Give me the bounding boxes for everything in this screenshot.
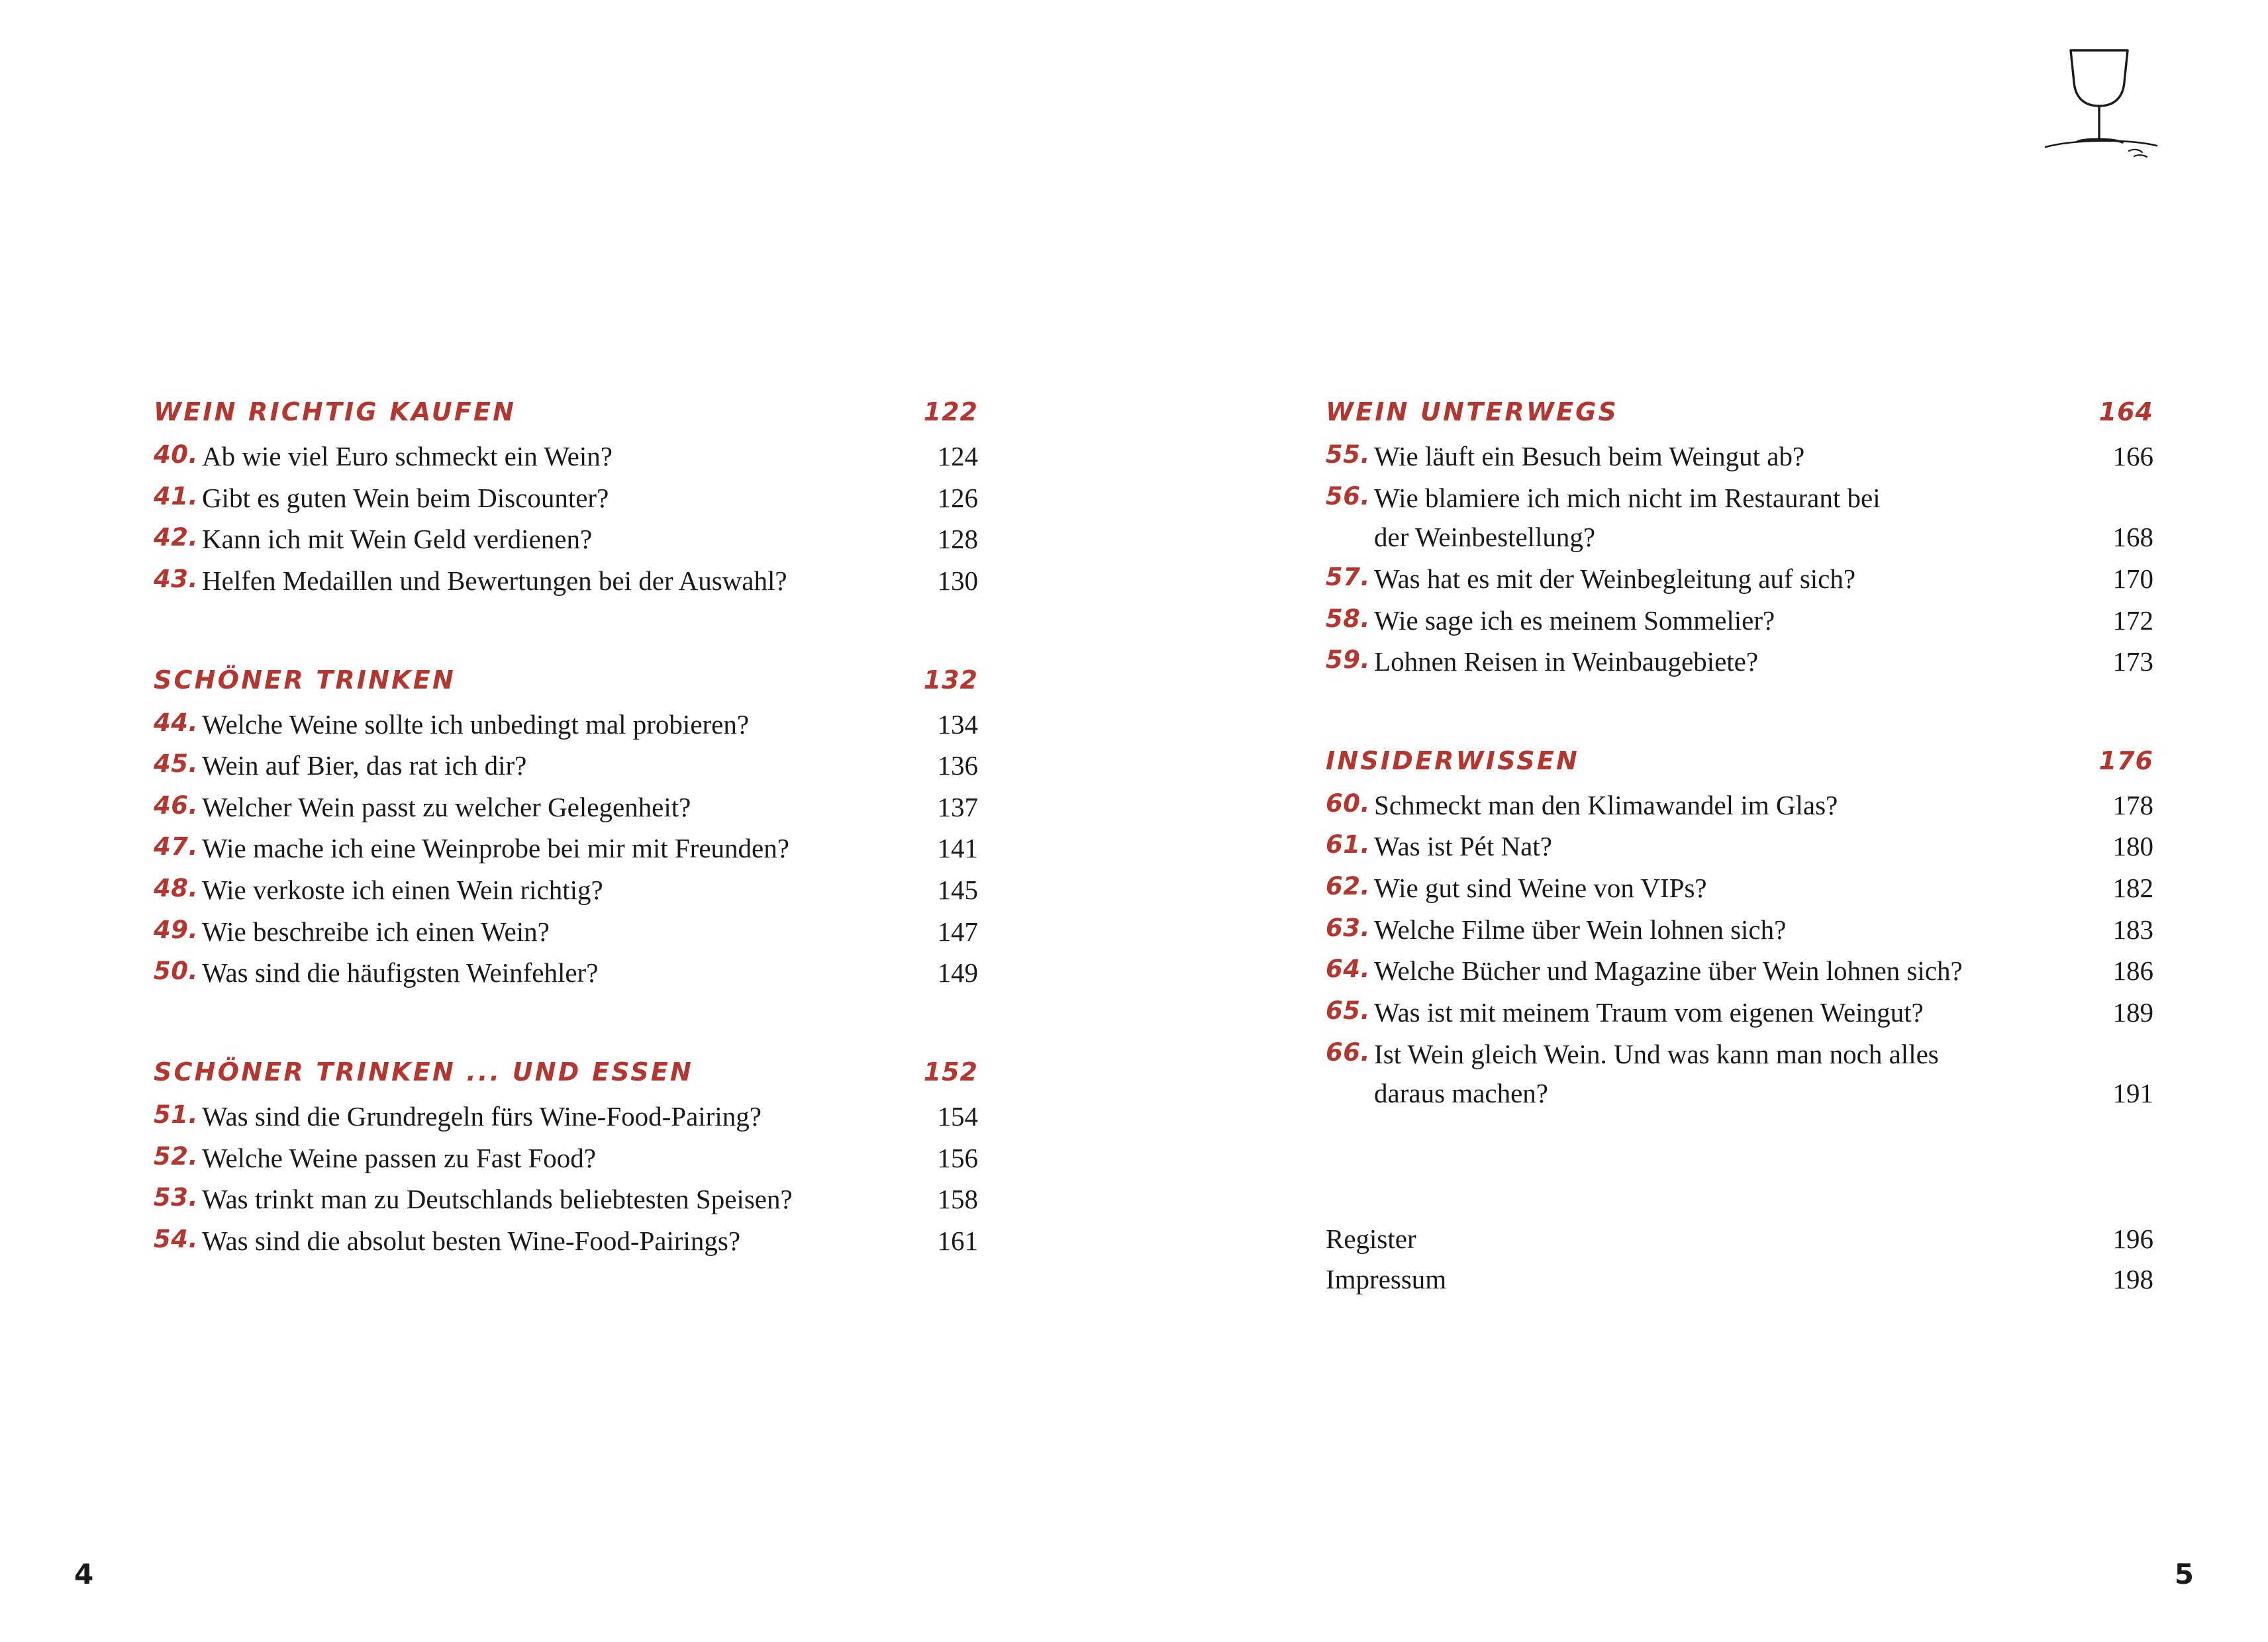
entry-title: Welche Weine sollte ich unbedingt mal probieren? [202, 708, 750, 740]
entry-page: 124 [937, 441, 978, 471]
entry-number: 65. [1326, 996, 1371, 1025]
entry-number: 45. [154, 749, 199, 779]
entry-number: 46. [154, 791, 199, 820]
toc-entry[interactable] [1326, 910, 2153, 949]
entry-title: Was sind die Grundregeln fürs Wine-Food-Pairing? [202, 1100, 762, 1132]
entry-title: Was sind die häufigsten Weinfehler? [202, 957, 599, 989]
entry-number: 49. [154, 915, 199, 944]
backmatter-page: 196 [2112, 1223, 2153, 1254]
entry-title: Lohnen Reisen in Weinbaugebiete? [1374, 646, 1759, 677]
section-page: 132 [923, 665, 978, 695]
entry-page: 182 [2112, 873, 2153, 903]
toc-entry[interactable] [1326, 437, 2153, 476]
entry-title: Helfen Medaillen und Bewertungen bei der Auswahl? [202, 565, 787, 596]
entry-page: 156 [937, 1142, 978, 1173]
entry-title: Wie beschreibe ich einen Wein? [202, 916, 550, 947]
entry-title: Gibt es guten Wein beim Discounter? [202, 482, 609, 513]
backmatter-title: Register [1326, 1223, 1416, 1254]
entry-number: 63. [1326, 913, 1371, 942]
entry-title: Wein auf Bier, das rat ich dir? [202, 750, 527, 781]
entry-number: 64. [1326, 955, 1371, 984]
entry-title-line2: daraus machen? [1374, 1078, 1548, 1109]
toc-entry[interactable] [1326, 559, 2153, 599]
entry-page: 145 [937, 875, 978, 905]
toc-entry[interactable] [154, 871, 978, 910]
section-heading[interactable] [154, 1057, 978, 1087]
entry-title: Was hat es mit der Weinbegleitung auf sich? [1374, 563, 1856, 594]
toc-entry[interactable] [154, 829, 978, 868]
entry-page: 158 [937, 1184, 978, 1215]
entry-number: 58. [1326, 604, 1371, 633]
toc-entry[interactable] [154, 788, 978, 827]
toc-entry[interactable] [154, 479, 978, 518]
entry-title: Wie läuft ein Besuch beim Weingut ab? [1374, 441, 1805, 471]
entry-page: 186 [2112, 955, 2153, 987]
entry-page: 170 [2112, 563, 2153, 594]
entry-page: 154 [937, 1100, 978, 1132]
entry-page: 168 [2112, 522, 2153, 553]
section-heading[interactable] [154, 665, 978, 695]
toc-spread [0, 397, 2268, 1300]
entry-page: 128 [937, 524, 978, 555]
entry-page: 130 [937, 565, 978, 596]
entry-page: 178 [2112, 789, 2153, 820]
toc-entry[interactable] [154, 1180, 978, 1219]
entry-page: 137 [937, 791, 978, 822]
entry-title-line2: der Weinbestellung? [1374, 522, 1596, 553]
entry-title: Welche Weine passen zu Fast Food? [202, 1142, 597, 1173]
entry-number: 44. [154, 708, 199, 737]
toc-section [154, 1057, 978, 1261]
section-title: INSIDERWISSEN [1326, 746, 1580, 775]
entry-title: Wie mache ich eine Weinprobe bei mir mit Freunden? [202, 833, 789, 864]
entry-title: Was sind die absolut besten Wine-Food-Pairings? [202, 1225, 741, 1256]
section-title: WEIN RICHTIG KAUFEN [154, 397, 517, 426]
entry-title: Wie verkoste ich einen Wein richtig? [202, 875, 603, 905]
toc-entry[interactable] [1326, 1035, 2153, 1113]
entry-title: Welche Filme über Wein lohnen sich? [1374, 914, 1787, 945]
section-title: SCHÖNER TRINKEN ... UND ESSEN [154, 1057, 694, 1087]
entry-page: 141 [937, 833, 978, 864]
entry-title: Wie sage ich es meinem Sommelier? [1374, 604, 1775, 636]
backmatter-title: Impressum [1326, 1264, 1447, 1295]
toc-entry[interactable] [154, 953, 978, 992]
entry-number: 47. [154, 832, 199, 861]
entry-title: Kann ich mit Wein Geld verdienen? [202, 524, 593, 555]
toc-section [154, 665, 978, 992]
section-page: 176 [2098, 746, 2153, 775]
entry-number: 41. [154, 481, 199, 510]
entry-number: 40. [154, 440, 199, 469]
folio-right: 5 [2174, 1558, 2194, 1590]
entry-title-line1: Ist Wein gleich Wein. Und was kann man noch alles [1374, 1038, 1939, 1069]
entry-title: Was ist Pét Nat? [1374, 831, 1552, 862]
right-page [1134, 397, 2268, 1300]
left-page [0, 397, 1134, 1300]
entry-title [1374, 1035, 2090, 1113]
entry-number: 55. [1326, 440, 1371, 469]
entry-number: 54. [154, 1224, 199, 1253]
backmatter-entry[interactable] [1326, 1219, 2153, 1260]
entry-title: Ab wie viel Euro schmeckt ein Wein? [202, 441, 613, 471]
entry-number: 48. [154, 874, 199, 902]
toc-section [154, 397, 978, 601]
entry-page: 180 [2112, 831, 2153, 862]
entry-number: 50. [154, 957, 199, 986]
entry-page: 134 [937, 708, 978, 740]
toc-entry[interactable] [1326, 601, 2153, 640]
entry-page: 149 [937, 957, 978, 989]
section-heading[interactable] [1326, 746, 2153, 775]
entry-page: 126 [937, 482, 978, 513]
toc-entry[interactable] [1326, 827, 2153, 866]
section-heading[interactable] [154, 397, 978, 426]
entry-title: Was trinkt man zu Deutschlands beliebtesten Speisen? [202, 1184, 793, 1215]
entry-number: 52. [154, 1141, 199, 1171]
backmatter-entry[interactable] [1326, 1259, 2153, 1300]
toc-entry[interactable] [154, 437, 978, 476]
entry-title-line1: Wie blamiere ich mich nicht im Restaurant bei [1374, 482, 1881, 513]
entry-title: Welcher Wein passt zu welcher Gelegenheit? [202, 791, 691, 822]
entry-number: 57. [1326, 562, 1371, 591]
toc-section [1326, 746, 2153, 1113]
entry-number: 66. [1326, 1038, 1371, 1067]
entry-page: 189 [2112, 996, 2153, 1028]
entry-number: 42. [154, 523, 199, 552]
section-page: 152 [923, 1057, 978, 1087]
entry-number: 60. [1326, 789, 1371, 818]
toc-entry[interactable] [1326, 993, 2153, 1032]
toc-entry[interactable] [1326, 951, 2153, 990]
toc-entry[interactable] [154, 705, 978, 744]
entry-page: 161 [937, 1225, 978, 1256]
entry-title: Wie gut sind Weine von VIPs? [1374, 873, 1707, 903]
toc-entry[interactable] [1326, 642, 2153, 681]
entry-title: Schmeckt man den Klimawandel im Glas? [1374, 789, 1838, 820]
entry-page: 136 [937, 750, 978, 781]
entry-number: 43. [154, 564, 199, 593]
entry-page: 166 [2112, 441, 2153, 471]
entry-page: 147 [937, 916, 978, 947]
section-page: 122 [923, 397, 978, 426]
entry-number: 59. [1326, 646, 1371, 675]
section-heading[interactable] [1326, 397, 2153, 426]
entry-number: 62. [1326, 872, 1371, 900]
backmatter-page: 198 [2112, 1264, 2153, 1295]
toc-entry[interactable] [1326, 479, 2153, 557]
toc-entry[interactable] [154, 1139, 978, 1178]
section-title: WEIN UNTERWEGS [1326, 397, 1619, 426]
entry-number: 51. [154, 1100, 199, 1129]
entry-page: 172 [2112, 604, 2153, 636]
entry-number: 61. [1326, 830, 1371, 859]
entry-number: 56. [1326, 481, 1371, 510]
entry-page: 173 [2112, 646, 2153, 677]
toc-entry[interactable] [1326, 786, 2153, 825]
toc-entry[interactable] [154, 520, 978, 559]
toc-entry[interactable] [154, 1222, 978, 1261]
entry-number: 53. [154, 1183, 199, 1212]
entry-title [1374, 479, 2090, 557]
wine-glass-icon [2030, 40, 2169, 159]
backmatter-list [1326, 1219, 2153, 1300]
section-page: 164 [2098, 397, 2153, 426]
entry-title: Was ist mit meinem Traum vom eigenen Weingut? [1374, 996, 1924, 1028]
toc-entry[interactable] [154, 1097, 978, 1136]
toc-entry[interactable] [1326, 869, 2153, 908]
toc-entry[interactable] [154, 561, 978, 601]
entry-title: Welche Bücher und Magazine über Wein lohnen sich? [1374, 955, 1963, 987]
toc-entry[interactable] [154, 746, 978, 785]
toc-entry[interactable] [154, 912, 978, 951]
section-title: SCHÖNER TRINKEN [154, 665, 456, 695]
entry-page: 191 [2112, 1078, 2153, 1109]
folio-left: 4 [74, 1558, 94, 1590]
entry-page: 183 [2112, 914, 2153, 945]
toc-section [1326, 397, 2153, 681]
